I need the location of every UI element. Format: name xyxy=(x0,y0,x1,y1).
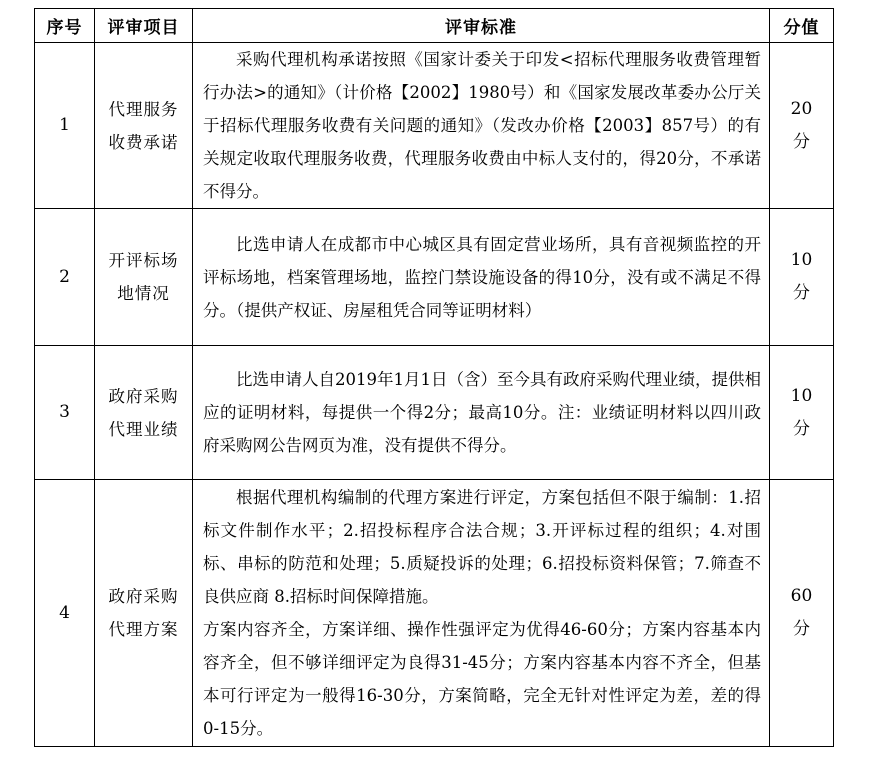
review-standard xyxy=(193,480,770,747)
review-item: 政府采购代理业绩 xyxy=(108,386,179,439)
review-item-cell xyxy=(95,209,193,346)
standard-paragraph: 比选申请人自2019年1月1日（含）至今具有政府采购代理业绩，提供相应的证明材料，每提供一个得2分；最高10分。注：业绩证明材料以四川政府采购网公告网页为准，没有提供不得分。 xyxy=(203,370,761,455)
scoring-table xyxy=(34,8,834,747)
review-item: 代理服务收费承诺 xyxy=(108,99,179,152)
review-standard xyxy=(193,43,770,209)
table-row xyxy=(35,43,834,209)
score-value: 60 xyxy=(790,586,813,606)
row-number: 2 xyxy=(35,209,95,346)
row-number: 3 xyxy=(35,346,95,480)
header-score: 分值 xyxy=(770,9,834,43)
score-value: 10 xyxy=(790,250,813,270)
score-unit: 分 xyxy=(793,418,810,439)
standard-paragraph: 比选申请人在成都市中心城区具有固定营业场所，具有音视频监控的开评标场地，档案管理场地，监控门禁设施设备的得10分，没有或不满足不得分。（提供产权证、房屋租凭合同等证明材料） xyxy=(203,234,761,320)
standard-paragraph: 采购代理机构承诺按照《国家计委关于印发<招标代理服务收费管理暂行办法>的通知》（计价格【2002】1980号）和《国家发展改革委办公厅关于招标代理服务收费有关问题的通知》（发改办价格【2003】857号）的有关规定收取代理服务收费，代理服务收费由中标人支付的，得20分，不承诺不得分。 xyxy=(203,50,761,201)
review-item: 政府采购代理方案 xyxy=(108,587,179,639)
standard-paragraph: 根据代理机构编制的代理方案进行评定，方案包括但不限于编制：1.招标文件制作水平；2.招投标程序合法合规；3.开评标过程的组织；4.对围标、串标的防范和处理；5.质疑投诉的处理；6.招投标资料保管；7.筛查不良供应商 8.招标时间保障措施。 xyxy=(203,488,761,606)
header-standard: 评审标准 xyxy=(193,9,770,43)
score-cell xyxy=(770,43,834,209)
review-standard xyxy=(193,346,770,480)
table-row xyxy=(35,346,834,480)
review-standard xyxy=(193,209,770,346)
header-no: 序号 xyxy=(35,9,95,43)
header-row xyxy=(35,9,834,43)
score-cell xyxy=(770,480,834,747)
score-unit: 分 xyxy=(793,283,810,303)
score-value: 10 xyxy=(790,385,813,406)
standard-paragraph: 方案内容齐全，方案详细、操作性强评定为优得46-60分；方案内容基本内容齐全，但不够详细评定为良得31-45分；方案内容基本内容不齐全，但基本可行评定为一般得16-30分，方案简略，完全无针对性评定为差，差的得0-15分。 xyxy=(203,620,761,738)
header-item: 评审项目 xyxy=(95,9,193,43)
row-number: 4 xyxy=(35,480,95,747)
score-value: 20 xyxy=(790,98,813,119)
score-unit: 分 xyxy=(793,131,810,152)
row-number: 1 xyxy=(35,43,95,209)
table-row xyxy=(35,209,834,346)
review-item-cell xyxy=(95,346,193,480)
score-unit: 分 xyxy=(793,619,810,639)
review-item-cell xyxy=(95,43,193,209)
table-row xyxy=(35,480,834,747)
review-item-cell xyxy=(95,480,193,747)
review-item: 开评标场地情况 xyxy=(108,251,179,303)
score-cell xyxy=(770,209,834,346)
score-cell xyxy=(770,346,834,480)
